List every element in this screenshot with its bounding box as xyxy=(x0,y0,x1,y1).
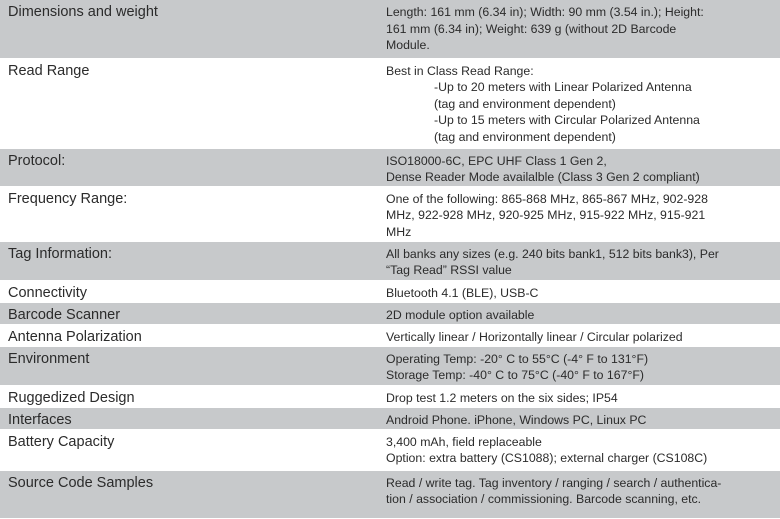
spec-value-line: All banks any sizes (e.g. 240 bits bank1, 512 bits bank3), Per xyxy=(386,246,719,261)
spec-value xyxy=(380,346,780,385)
spec-label: Tag Information: xyxy=(0,241,380,280)
spec-value-line: 3,400 mAh, field replaceable xyxy=(386,434,542,449)
spec-label: Antenna Polarization xyxy=(0,324,380,346)
spec-row xyxy=(0,385,780,407)
spec-value xyxy=(380,148,780,186)
spec-value-line: Length: 161 mm (6.34 in); Width: 90 mm (3.54 in.); Height: xyxy=(386,5,704,19)
spec-value-line: MHz, 922-928 MHz, 920-925 MHz, 915-922 MHz, 915-921 xyxy=(386,208,706,223)
spec-value-line: (tag and environment dependent) xyxy=(434,129,616,144)
spec-value xyxy=(380,302,780,324)
spec-row xyxy=(0,429,780,470)
spec-value-line: Module. xyxy=(386,38,430,53)
spec-label: Source Code Samples xyxy=(0,470,380,518)
spec-value-line: 161 mm (6.34 in); Weight: 639 g (without 2D Barcode xyxy=(386,21,677,36)
spec-row xyxy=(0,302,780,324)
spec-value xyxy=(380,186,780,241)
spec-value xyxy=(380,324,780,346)
spec-row xyxy=(0,280,780,302)
spec-value xyxy=(380,241,780,280)
spec-label: Ruggedized Design xyxy=(0,385,380,407)
spec-value-line: Read / write tag. Tag inventory / ranging / search / authentica- xyxy=(386,475,722,490)
spec-label: Protocol: xyxy=(0,148,380,186)
spec-row xyxy=(0,148,780,186)
spec-value-line: ISO18000-6C, EPC UHF Class 1 Gen 2, xyxy=(386,153,607,168)
spec-value-line: -Up to 15 meters with Circular Polarized Antenna xyxy=(434,113,700,128)
spec-value xyxy=(380,280,780,302)
spec-value-line: tion / association / commissioning. Barcode scanning, etc. xyxy=(386,492,702,507)
spec-value-line: Option: extra battery (CS1088); external charger (CS108C) xyxy=(386,451,708,466)
spec-value xyxy=(380,385,780,407)
spec-value-line: Bluetooth 4.1 (BLE), USB-C xyxy=(386,285,539,300)
spec-row xyxy=(0,241,780,280)
spec-value-line: Best in Class Read Range: xyxy=(386,63,534,78)
spec-value-line: Storage Temp: -40° C to 75°C (-40° F to 167°F) xyxy=(386,368,644,383)
spec-label: Connectivity xyxy=(0,280,380,302)
spec-value-line: 2D module option available xyxy=(386,307,535,322)
spec-row xyxy=(0,470,780,518)
spec-label: Frequency Range: xyxy=(0,186,380,241)
spec-value-line: Android Phone. iPhone, Windows PC, Linux PC xyxy=(386,412,647,427)
spec-value-line: -Up to 20 meters with Linear Polarized Antenna xyxy=(434,80,692,95)
spec-value-line: (tag and environment dependent) xyxy=(434,96,616,111)
spec-value xyxy=(380,407,780,429)
spec-value-line: Operating Temp: -20° C to 55°C (-4° F to 131°F) xyxy=(386,351,649,366)
spec-value-line: “Tag Read” RSSI value xyxy=(386,263,512,278)
spec-row xyxy=(0,346,780,385)
spec-label: Barcode Scanner xyxy=(0,302,380,324)
spec-row xyxy=(0,58,780,148)
spec-value-line: Dense Reader Mode availalble (Class 3 Gen 2 compliant) xyxy=(386,170,700,185)
spec-value xyxy=(380,58,780,148)
spec-label: Environment xyxy=(0,346,380,385)
spec-row xyxy=(0,186,780,241)
spec-row xyxy=(0,324,780,346)
spec-value xyxy=(380,429,780,470)
spec-row xyxy=(0,0,780,58)
spec-value-line: One of the following: 865-868 MHz, 865-867 MHz, 902-928 xyxy=(386,191,708,206)
spec-label: Read Range xyxy=(0,58,380,148)
spec-label: Battery Capacity xyxy=(0,429,380,470)
spec-value-line: Vertically linear / Horizontally linear / Circular polarized xyxy=(386,329,683,344)
spec-label: Interfaces xyxy=(0,407,380,429)
spec-label: Dimensions and weight xyxy=(0,0,380,58)
spec-value xyxy=(380,470,780,518)
spec-row xyxy=(0,407,780,429)
spec-value-line: MHz xyxy=(386,224,412,239)
spec-value xyxy=(380,0,780,58)
spec-value-line: Drop test 1.2 meters on the six sides; IP54 xyxy=(386,390,618,405)
